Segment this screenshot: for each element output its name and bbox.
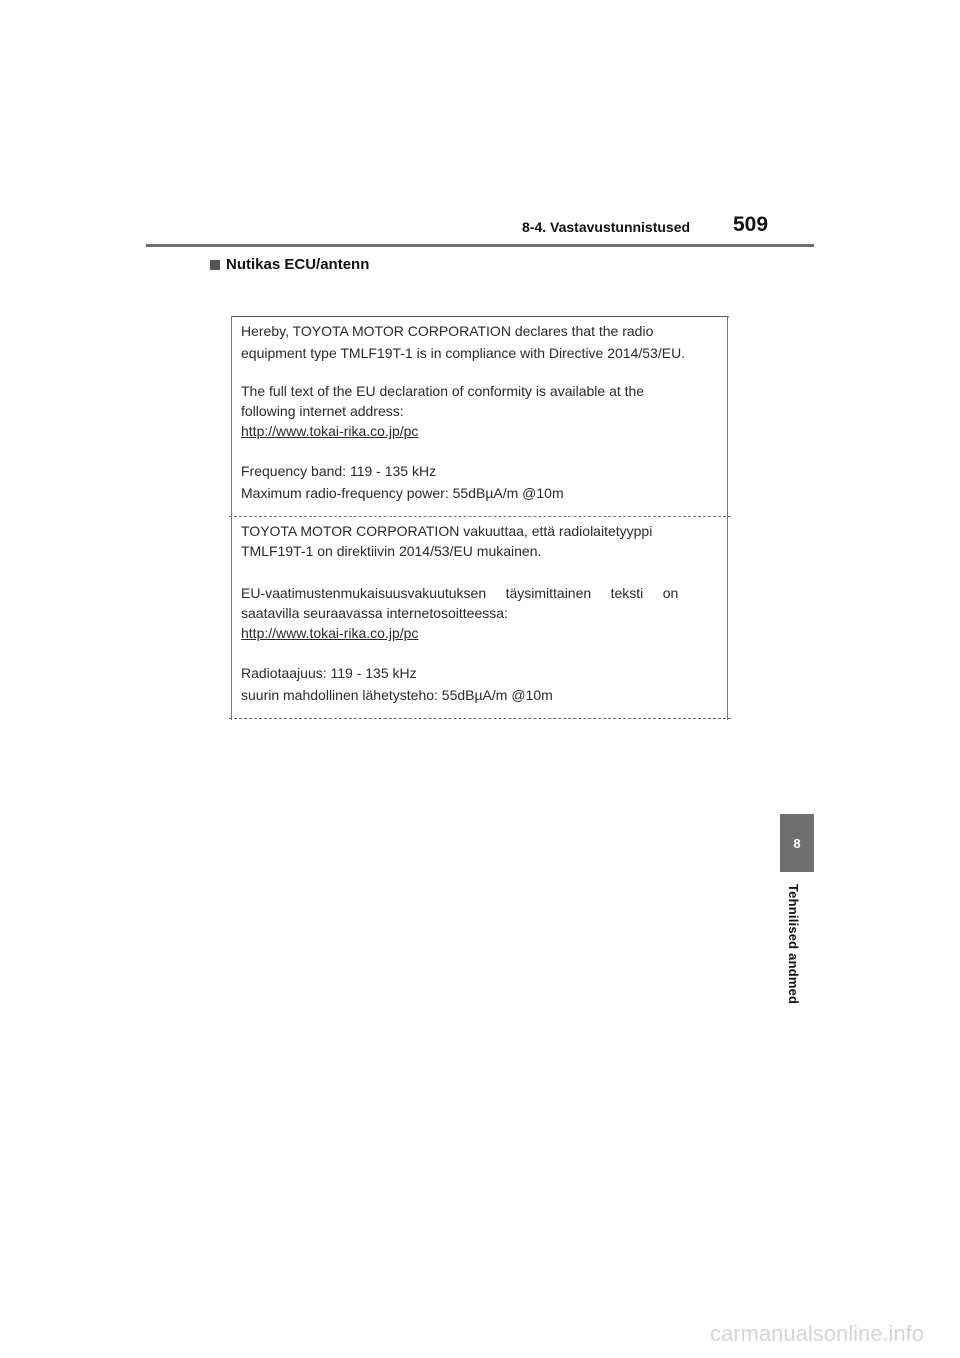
bullet-square-icon bbox=[210, 260, 220, 270]
fi-link[interactable]: http://www.tokai-rika.co.jp/pc bbox=[241, 625, 419, 641]
fi-power: suurin mahdollinen lähetysteho: 55dBµA/m @10m bbox=[241, 687, 553, 703]
box-divider bbox=[229, 516, 731, 517]
en-link[interactable]: http://www.tokai-rika.co.jp/pc bbox=[241, 423, 419, 439]
fi-line-2: TMLF19T-1 on direktiivin 2014/53/EU mukainen. bbox=[241, 543, 542, 559]
en-frequency: Frequency band: 119 - 135 kHz bbox=[241, 463, 437, 479]
chapter-tab: 8 bbox=[780, 814, 814, 872]
declaration-box bbox=[229, 314, 731, 720]
section-header: 8-4. Vastavustunnistused bbox=[522, 219, 691, 235]
fi-line-4: saatavilla seuraavassa internetosoitteessa: bbox=[241, 605, 508, 621]
box-right-border bbox=[727, 316, 728, 720]
box-bottom-border bbox=[229, 718, 731, 719]
fi-line-1: TOYOTA MOTOR CORPORATION vakuuttaa, että radiolaitetyyppi bbox=[241, 523, 653, 539]
box-top-border bbox=[231, 316, 729, 317]
page-number: 509 bbox=[733, 213, 769, 236]
section-title-text: Nutikas ECU/antenn bbox=[226, 256, 370, 273]
fi-line-3: EU-vaatimustenmukaisuusvakuutuksen täysimittainen teksti on bbox=[241, 585, 679, 601]
fi-frequency: Radiotaajuus: 119 - 135 kHz bbox=[241, 665, 417, 681]
en-line-2: equipment type TMLF19T-1 is in compliance with Directive 2014/53/EU. bbox=[241, 345, 686, 361]
en-line-3: The full text of the EU declaration of conformity is available at the bbox=[241, 383, 645, 399]
en-power: Maximum radio-frequency power: 55dBµA/m @10m bbox=[241, 485, 564, 501]
en-line-4: following internet address: bbox=[241, 403, 404, 419]
watermark: carmanualsonline.info bbox=[710, 1321, 925, 1346]
en-line-1: Hereby, TOYOTA MOTOR CORPORATION declares that the radio bbox=[241, 323, 654, 339]
box-left-border bbox=[231, 316, 232, 720]
header-divider bbox=[146, 244, 814, 247]
chapter-tab-label: Tehnilised andmed bbox=[786, 884, 801, 1005]
section-title bbox=[210, 256, 369, 273]
